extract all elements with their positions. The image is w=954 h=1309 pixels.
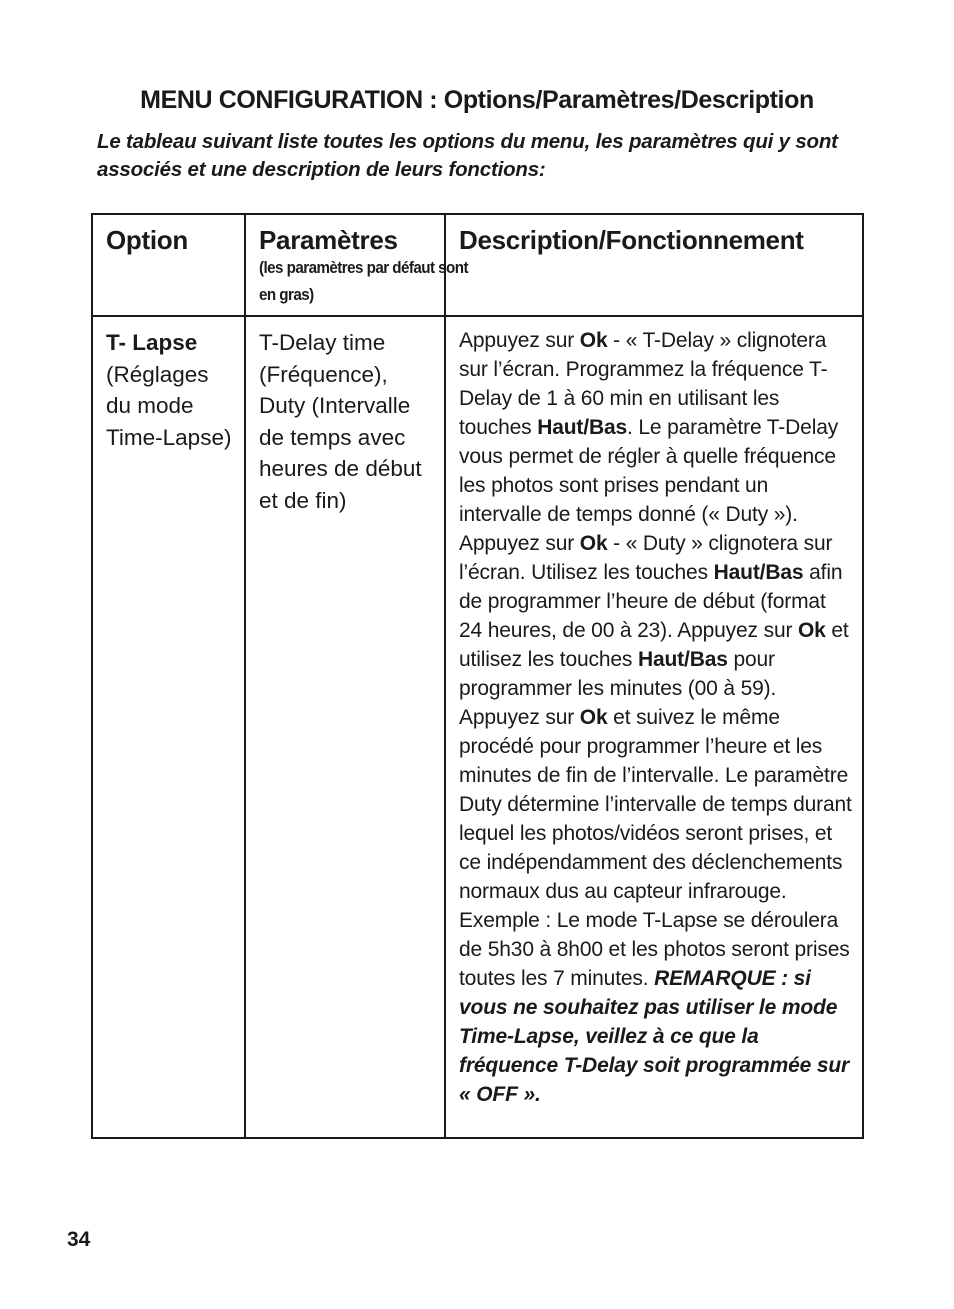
option-detail: (Réglages du mode Time-Lapse) bbox=[106, 361, 232, 450]
table-row bbox=[92, 316, 863, 1138]
key-name: Haut/Bas bbox=[637, 648, 728, 671]
key-name: Haut/Bas bbox=[713, 561, 804, 584]
description-run: - « Duty » clignotera sur l’écran. Utilisez les touches bbox=[459, 532, 833, 584]
description-text bbox=[459, 326, 852, 1109]
description-cell bbox=[445, 316, 863, 1138]
header-description-cell bbox=[445, 214, 863, 316]
table-header-row bbox=[92, 214, 863, 316]
description-run: et suivez le même procédé pour programmer l’heure et les minutes de fin de l’intervalle. Le paramètre Duty détermine l’intervalle de temps durant lequel les photos/vidéos seront prises, et ce indépendamment des déclenchements normaux dus au capteur infrarouge. Exemple : Le mode T-Lapse se déroulera de 5h30 à 8h00 et les photos seront prises toutes les 7 minutes. bbox=[459, 706, 852, 990]
option-name: T- Lapse bbox=[106, 330, 198, 355]
description-run: Appuyez sur bbox=[459, 329, 580, 352]
page-number: 34 bbox=[67, 1228, 91, 1251]
key-name: Ok bbox=[798, 619, 826, 642]
params-text: T-Delay time (Fréquence), Duty (Intervalle de temps avec heures de début et de fin) bbox=[259, 330, 422, 513]
params-cell bbox=[245, 316, 445, 1138]
remark-text: REMARQUE : si vous ne souhaitez pas utiliser le mode Time-Lapse, veillez à ce que la fréquence T-Delay soit programmée sur « OFF ». bbox=[459, 967, 850, 1106]
option-cell-text bbox=[106, 327, 234, 453]
key-name: Ok bbox=[579, 329, 608, 352]
description-run: . Le paramètre T-Delay vous permet de régler à quelle fréquence les photos sont prises pendant un intervalle de temps donné (« Duty »). Appuyez sur bbox=[459, 416, 839, 555]
options-table bbox=[91, 213, 864, 1139]
description-run: afin de programmer l’heure de début (format 24 heures, de 00 à 23). Appuyez sur bbox=[459, 561, 843, 642]
header-params-cell bbox=[245, 214, 468, 316]
option-cell bbox=[92, 316, 245, 1138]
key-name: Ok bbox=[579, 706, 608, 729]
description-run: et utilisez les touches bbox=[459, 619, 849, 671]
description-run: - « T-Delay » clignotera sur l’écran. Programmez la fréquence T-Delay de 1 à 60 min en utilisant les touches bbox=[459, 329, 828, 439]
header-description: Description/Fonctionnement bbox=[459, 225, 804, 255]
key-name: Haut/Bas bbox=[537, 416, 628, 439]
header-option: Option bbox=[106, 225, 188, 255]
description-run: pour programmer les minutes (00 à 59). Appuyez sur bbox=[459, 648, 777, 729]
key-name: Ok bbox=[579, 532, 608, 555]
header-params: Paramètres bbox=[259, 225, 398, 255]
header-option-cell bbox=[92, 214, 245, 316]
header-params-note: (les paramètres par défaut sont en gras) bbox=[259, 259, 468, 304]
page-heading: MENU CONFIGURATION : Options/Paramètres/Description bbox=[140, 86, 814, 114]
intro-text: Le tableau suivant liste toutes les options du menu, les paramètres qui y sont associés et une description de leurs fonctions: bbox=[97, 130, 838, 181]
